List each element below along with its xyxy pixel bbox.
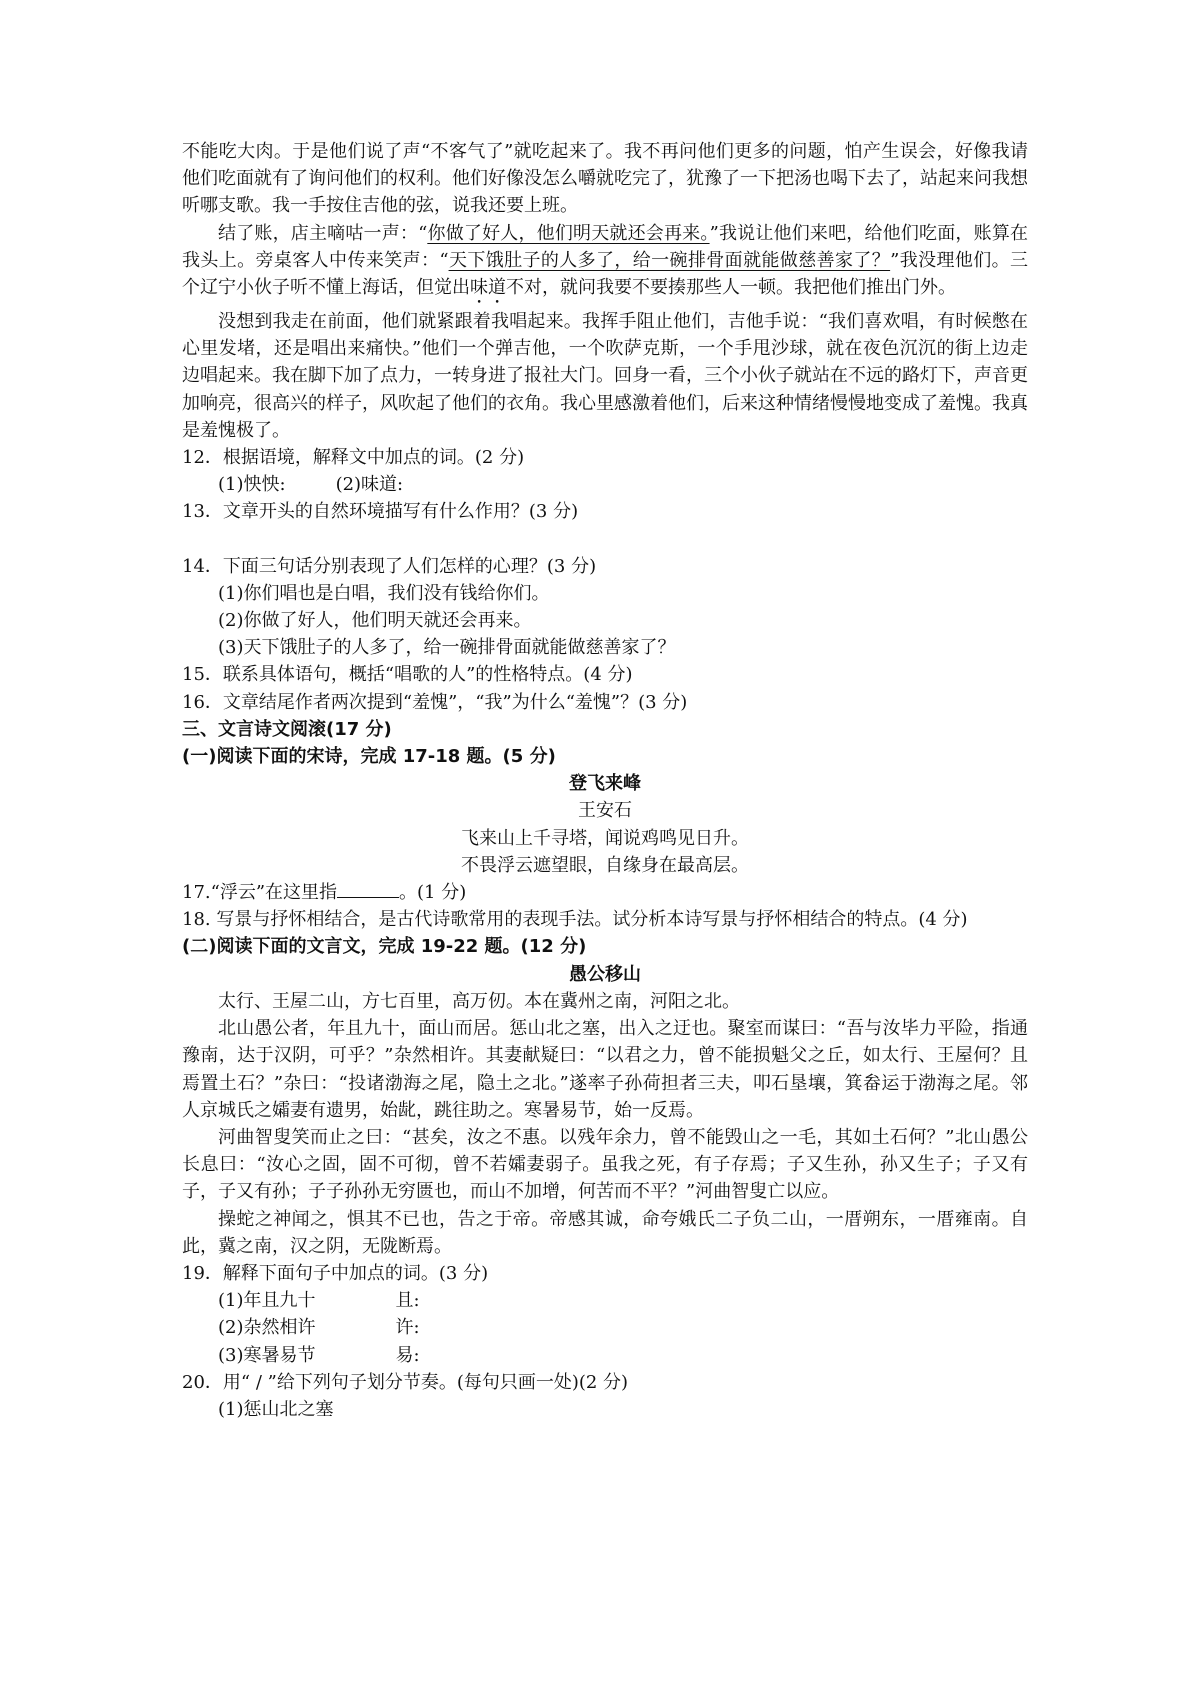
question-17 (182, 879, 1028, 906)
question-18: 18. 写景与抒怀相结合，是古代诗歌常用的表现手法。试分析本诗写景与抒怀相结合的特点。(4 分) (182, 909, 968, 931)
classical-paragraph-3: 河曲智叟笑而止之曰：“甚矣，汝之不惠。以残年余力，曾不能毁山之一毛，其如土石何？”北山愚公长息曰：“汝心之固，固不可彻，曾不若孀妻弱子。虽我之死，有子存焉；子又生孙，孙又生子；子又有子，子又有孙；子子孙孙无穷匮也，而山不加增，何苦而不平？”河曲智叟亡以应。 (182, 1126, 1028, 1203)
passage-text: ”我没理他们。三个辽宁小伙子听不懂上海话，但觉出 (182, 249, 1029, 299)
q19-word-2: 许: (395, 1317, 420, 1339)
passage-text: 结了账，店主嘀咕一声：“ (218, 222, 428, 244)
underlined-quote: 天下饿肚子的人多了，给一碗排骨面就能做慈善家了？ (448, 249, 891, 271)
section-3-part-1: (一)阅读下面的宋诗，完成 17-18 题。(5 分) (182, 746, 556, 768)
poem-line-1: 飞来山上千寻塔，闻说鸡鸣见日升。 (461, 827, 749, 849)
dotted-word: 味道 (470, 277, 506, 299)
q19-item-2 (182, 1314, 1028, 1341)
poem-title: 登飞来峰 (569, 773, 641, 795)
q20-item-1: (1)惩山北之塞 (218, 1398, 334, 1420)
q19-phrase-3: (3)寒暑易节 (218, 1344, 316, 1366)
q19-word-3: 易: (395, 1344, 420, 1366)
q19-word-1: 且: (395, 1290, 420, 1312)
q17-text: 17.“浮云”在这里指 (182, 882, 338, 904)
question-19: 19．解释下面句子中加点的词。(3 分) (182, 1262, 489, 1284)
q19-phrase-2: (2)杂然相许 (218, 1317, 316, 1339)
poem-author: 王安石 (578, 800, 632, 822)
question-12: 12．根据语境，解释文中加点的词。(2 分) (182, 447, 525, 469)
question-20: 20．用“ / ”给下列句子划分节奏。(每句只画一处)(2 分) (182, 1371, 629, 1393)
q12-item-2: (2)味道: (335, 474, 404, 496)
question-13: 13．文章开头的自然环境描写有什么作用？(3 分) (182, 501, 579, 523)
question-16: 16．文章结尾作者两次提到“羞愧”，“我”为什么“羞愧”？(3 分) (182, 691, 688, 713)
classical-paragraph-1: 太行、王屋二山，方七百里，高万仞。本在冀州之南，河阳之北。 (218, 990, 740, 1012)
poem-line-2: 不畏浮云遮望眼，自缘身在最高层。 (461, 854, 749, 876)
passage-text: ”我说让他们来吧，给他们吃面，账算在我头上。旁桌客人中传来笑声：“ (182, 222, 1029, 271)
q17-score: 。(1 分) (399, 882, 467, 904)
q12-item-1: (1)怏怏: (218, 474, 286, 496)
q19-phrase-1: (1)年且九十 (218, 1290, 316, 1312)
passage-paragraph-1: 不能吃大肉。于是他们说了声“不客气了”就吃起来了。我不再问他们更多的问题，怕产生误会，好像我请他们吃面就有了询问他们的权利。他们好像没怎么嚼就吃完了，犹豫了一下把汤也喝下去了，站起来问我想听哪支歌。我一手按住吉他的弦，说我还要上班。 (182, 141, 1028, 217)
q14-item-1: (1)你们唱也是白唱，我们没有钱给你们。 (218, 582, 550, 604)
section-3-heading: 三、文言诗文阅滚(17 分) (182, 718, 392, 740)
classical-paragraph-2: 北山愚公者，年且九十，面山而居。惩山北之塞，出入之迂也。聚室而谋曰：“吾与汝毕力平险，指通豫南，达于汉阴，可乎？”杂然相许。其妻献疑曰：“以君之力，曾不能损魁父之丘，如太行、王屋何？且焉置土石？”杂曰：“投诸渤海之尾，隐土之北。”遂率子孙荷担者三夫，叩石垦壤，箕畚运于渤海之尾。邻人京城氏之孀妻有遗男，始龀，跳往助之。寒暑易节，始一反焉。 (182, 1018, 1028, 1121)
question-15: 15．联系具体语句，概括“唱歌的人”的性格特点。(4 分) (182, 664, 633, 686)
page-content (182, 138, 1028, 1423)
classical-text-title: 愚公移山 (569, 963, 641, 985)
question-14: 14．下面三句话分别表现了人们怎样的心理？(3 分) (182, 555, 597, 577)
underlined-quote: 你做了好人，他们明天就还会再来。 (427, 222, 710, 244)
section-3-part-2: (二)阅读下面的文言文，完成 19-22 题。(12 分) (182, 936, 587, 958)
passage-paragraph-3: 没想到我走在前面，他们就紧跟着我唱起来。我挥手阻止他们，吉他手说：“我们喜欢唱，有时候憋在心里发堵，还是唱出来痛快。”他们一个弹吉他，一个吹萨克斯，一个手甩沙球，就在夜色沉沉的街上边走边唱起来。我在脚下加了点力，一转身进了报社大门。回身一看，三个小伙子就站在不远的路灯下，声音更加响亮，很高兴的样子，风吹起了他们的衣角。我心里感激着他们，后来这种情绪慢慢地变成了羞愧。我真是羞愧极了。 (182, 311, 1028, 441)
classical-paragraph-4: 操蛇之神闻之，惧其不已也，告之于帝。帝感其诚，命夸娥氏二子负二山，一厝朔东，一厝雍南。自此，冀之南，汉之阴，无陇断焉。 (182, 1208, 1028, 1257)
q14-item-3: (3)天下饿肚子的人多了，给一碗排骨面就能做慈善家了？ (218, 637, 676, 659)
answer-blank[interactable] (337, 881, 399, 898)
q14-item-2: (2)你做了好人，他们明天就还会再来。 (218, 610, 532, 632)
passage-paragraph-2 (182, 220, 1028, 308)
q19-item-3 (182, 1342, 1028, 1369)
passage-text: 不对，就问我要不要揍那些人一顿。我把他们推出门外。 (506, 277, 956, 299)
question-12-items (182, 471, 1028, 498)
q19-item-1 (182, 1287, 1028, 1314)
answer-space (182, 526, 1028, 553)
